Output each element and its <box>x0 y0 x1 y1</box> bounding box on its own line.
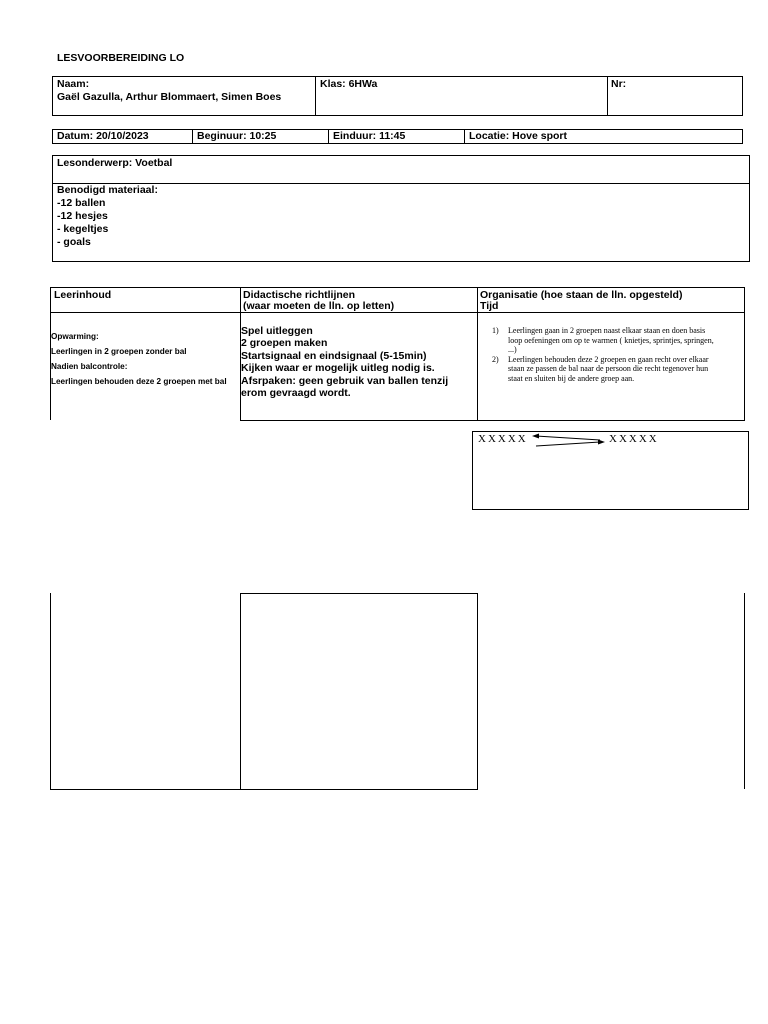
col-header-tijd: Tijd <box>480 300 499 312</box>
col-header-organisatie: Organisatie (hoe staan de lln. opgesteld) <box>480 289 683 301</box>
header-divider-2 <box>607 76 608 116</box>
col-header-richtlijnen-sub: (waar moeten de lln. op letten) <box>243 300 395 312</box>
meta-divider-3 <box>464 129 465 144</box>
pass-arrows-icon <box>530 431 610 449</box>
col-header-leerinhoud: Leerinhoud <box>54 289 112 301</box>
table-right-border <box>744 287 745 421</box>
header-divider-1 <box>315 76 316 116</box>
organisatie-step: 2) Leerlingen behouden deze 2 groepen en gaan recht over elkaar staan ze passen de bal naar de persoon die recht tegenover hun staat en sluiten bij de andere groep aan. <box>492 354 709 383</box>
table2-left-border <box>50 593 51 789</box>
einduur-field: Einduur: 11:45 <box>333 130 406 142</box>
document-title: LESVOORBEREIDING LO <box>57 52 185 64</box>
beginuur-field: Beginuur: 10:25 <box>197 130 277 142</box>
datum-field: Datum: 20/10/2023 <box>57 130 149 142</box>
leerinhoud-line: Leerlingen behouden deze 2 groepen met bal <box>51 377 227 386</box>
nr-field: Nr: <box>611 78 627 90</box>
meta-divider-2 <box>328 129 329 144</box>
table-header-bottom <box>50 312 744 313</box>
leerinhoud-cell <box>51 332 237 387</box>
table2-bottom-left <box>50 789 241 790</box>
richtlijn-line: Spel uitleggen <box>241 325 313 337</box>
richtlijnen-cell <box>241 325 473 399</box>
klas-field: Klas: 6HWa <box>320 78 378 90</box>
materiaal-item: -12 hesjes <box>57 210 108 222</box>
organisatie-cell <box>480 326 716 384</box>
materiaal-item: -12 ballen <box>57 197 106 209</box>
locatie-field: Locatie: Hove sport <box>469 130 568 142</box>
left-group: XXXXX <box>478 433 528 445</box>
lesonderwerp-box <box>52 155 750 262</box>
table-top-border <box>50 287 744 288</box>
richtlijn-line: 2 groepen maken <box>241 337 328 350</box>
richtlijn-line: Afsrpaken: geen gebruik van ballen tenzij erom gevraagd wordt. <box>241 374 449 400</box>
naam-value: Gaël Gazulla, Arthur Blommaert, Simen Boes <box>57 91 282 103</box>
richtlijn-line: Startsignaal en eindsignaal (5-15min) <box>241 349 427 362</box>
table2-middle-cell <box>240 593 478 790</box>
col-header-richtlijnen: Didactische richtlijnen <box>243 289 356 301</box>
materiaal-label: Benodigd materiaal: <box>57 184 158 196</box>
organisatie-step: 1) Leerlingen gaan in 2 groepen naast elkaar staan en doen basis loop oefeningen om op te warmen ( knietjes, sprintjes, springen, ...) <box>492 326 714 355</box>
table2-right-border <box>744 593 745 789</box>
materiaal-item: - kegeltjes <box>57 223 109 235</box>
materiaal-item: - goals <box>57 236 91 248</box>
leerinhoud-line: Leerlingen in 2 groepen zonder bal <box>51 347 187 356</box>
table-bottom-border <box>240 420 745 421</box>
meta-divider-1 <box>192 129 193 144</box>
right-group: XXXXX <box>609 433 659 445</box>
leerinhoud-line: Nadien balcontrole: <box>51 362 128 371</box>
lesonderwerp-field: Lesonderwerp: Voetbal <box>57 157 173 169</box>
naam-label: Naam: <box>57 78 90 90</box>
richtlijn-line: Kijken waar er mogelijk uitleg nodig is. <box>241 362 435 375</box>
leerinhoud-line: Opwarming: <box>51 332 99 341</box>
table-col-divider-2 <box>477 287 478 421</box>
